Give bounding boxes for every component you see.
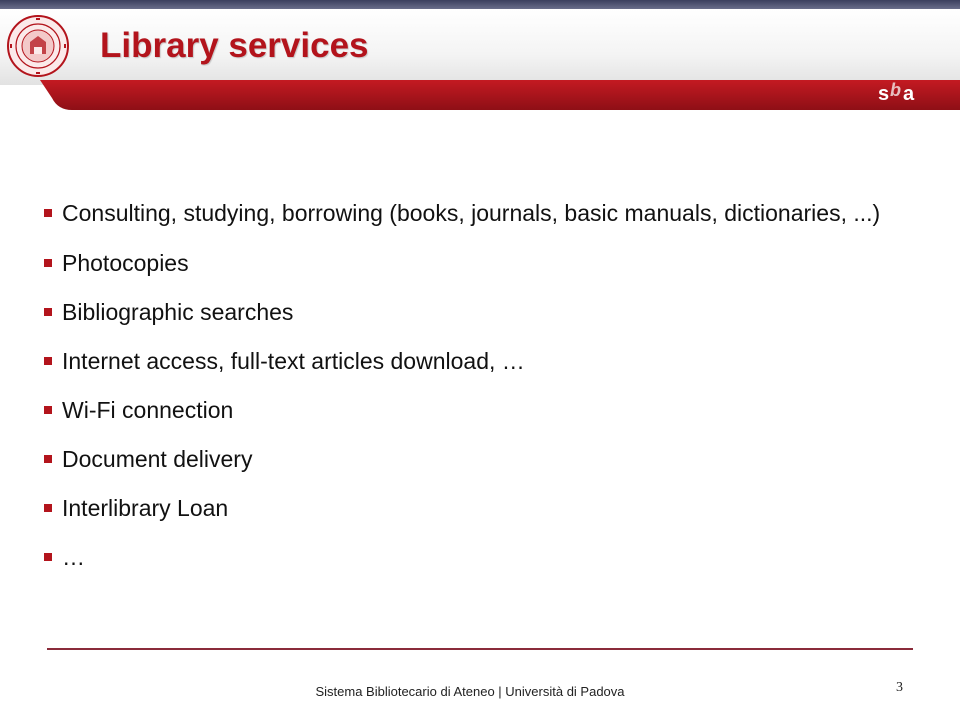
list-item-text: Wi-Fi connection	[62, 397, 234, 423]
bullet-square-icon	[44, 406, 52, 414]
bullet-square-icon	[44, 357, 52, 365]
svg-text:s: s	[878, 83, 890, 105]
svg-text:a: a	[903, 83, 915, 105]
header-red-bar	[0, 80, 960, 110]
bullet-square-icon	[44, 209, 52, 217]
list-item-text: Bibliographic searches	[62, 299, 294, 325]
sba-logo	[876, 74, 920, 106]
list-item	[44, 541, 924, 574]
bullet-square-icon	[44, 504, 52, 512]
footer-divider	[47, 648, 913, 650]
list-item	[44, 247, 924, 280]
footer-text	[0, 684, 940, 699]
footer-label: Sistema Bibliotecario di Ateneo | Università di Padova	[315, 684, 625, 699]
list-item	[44, 443, 924, 476]
list-item-text: Consulting, studying, borrowing (books, journals, basic manuals, dictionaries, ...)	[62, 200, 881, 226]
list-item-text: Photocopies	[62, 250, 189, 276]
list-item-text: Document delivery	[62, 446, 253, 472]
list-item	[44, 345, 924, 378]
list-item	[44, 492, 924, 525]
list-item-text: …	[62, 544, 85, 570]
bullet-square-icon	[44, 553, 52, 561]
slide-title: Library services	[100, 26, 369, 65]
list-item	[44, 394, 924, 427]
list-item	[44, 196, 924, 230]
list-item	[44, 296, 924, 329]
bullet-square-icon	[44, 455, 52, 463]
svg-text:b: b	[890, 80, 901, 100]
page-number: 3	[896, 680, 903, 695]
services-list	[44, 196, 924, 590]
bullet-square-icon	[44, 308, 52, 316]
university-seal-icon	[6, 14, 70, 78]
top-strip	[0, 0, 960, 9]
list-item-text: Internet access, full-text articles download, …	[62, 348, 525, 374]
list-item-text: Interlibrary Loan	[62, 495, 229, 521]
bullet-square-icon	[44, 259, 52, 267]
